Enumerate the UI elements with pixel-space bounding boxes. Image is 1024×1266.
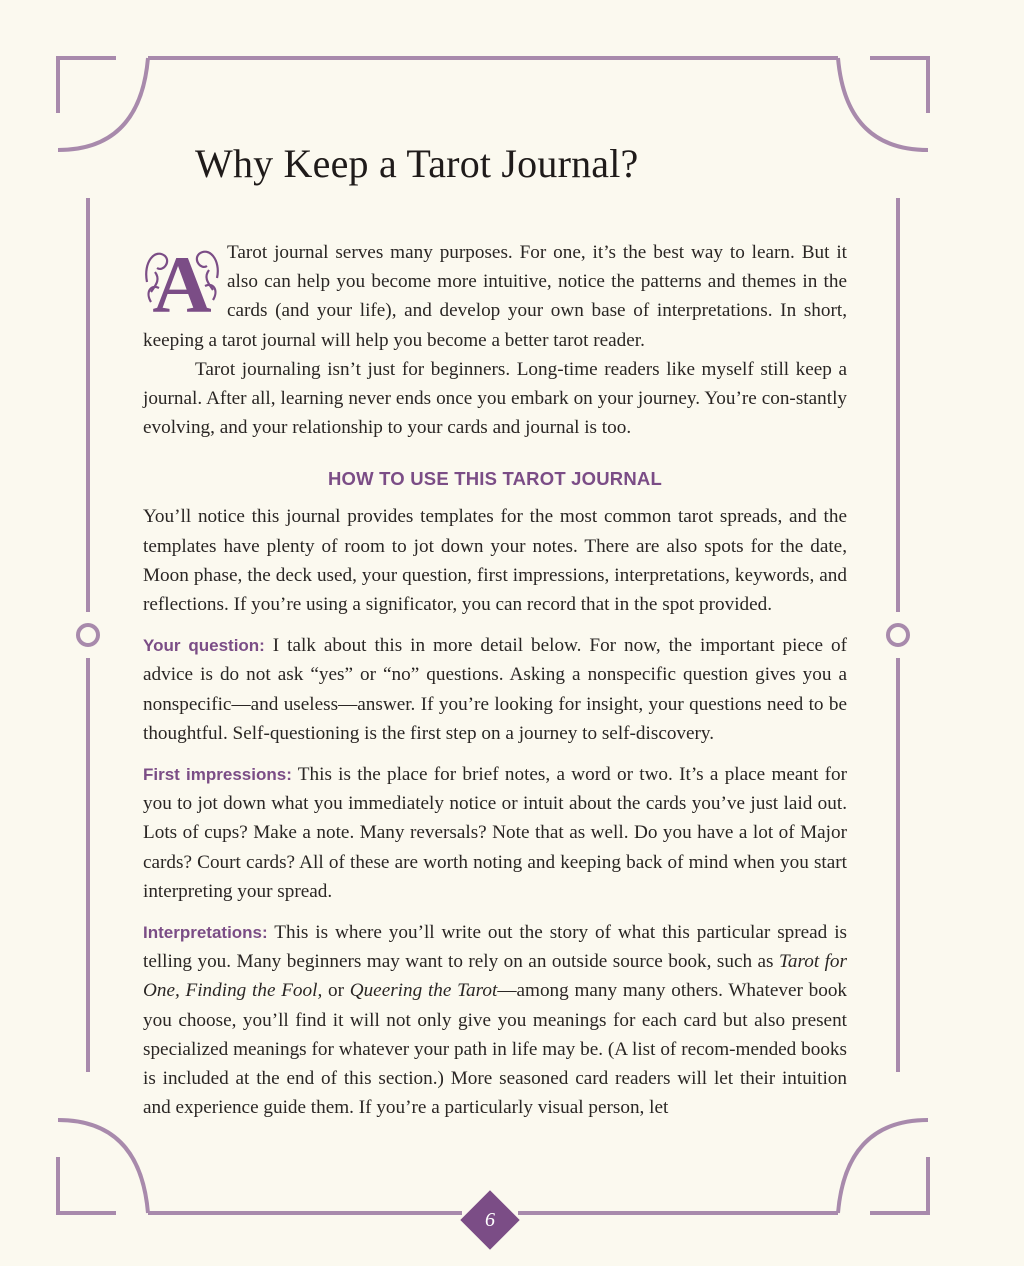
first-impressions-label: First impressions: [143, 765, 292, 785]
page-content [143, 140, 847, 1122]
book-title-2: Queering the Tarot [349, 980, 498, 1002]
section-paragraph-1: You’ll notice this journal provides templates for the most common tarot spreads, and the templates have plenty of room to jot down your notes. There are also spots for the date, Moon phase, the deck used, your question, first impressions, interpretations, keywords, and reflections. If you’re using a significator, you can record that in the spot provided. [143, 506, 847, 616]
page-number: 6 [485, 1208, 495, 1231]
page-title: Why Keep a Tarot Journal? [195, 141, 639, 186]
interpretations-text-a: This is where you’ll write out the story of what this particular spread is telling you. Many beginners may want to rely on an outside source book, such as [143, 922, 847, 973]
first-impressions-text: This is the place for brief notes, a word or two. It’s a place meant for you to jot down what you immediately notice or intuit about the cards you’ve just laid out. Lots of cups? Make a note. Many reversals? Note that as well. Do you have a lot of Major cards? Court cards? All of these are worth noting and keeping back of mind when you start interpreting your spread. [143, 764, 847, 902]
interpretations-text-c: —among many many others. Whatever book you choose, you’ll find it will not only give you meanings for each card but also present specialized meanings for whatever your path in life may be. (A list of recom-mended books is included at the end of this section.) More seasoned card readers will let their intuition and experience guide them. If you’re a particularly visual person, let [143, 980, 848, 1119]
your-question-paragraph [143, 631, 847, 748]
ornamental-dropcap [143, 242, 221, 316]
section-heading: HOW TO USE THIS TAROT JOURNAL [327, 468, 662, 490]
interpretations-paragraph [143, 918, 847, 1122]
interpretations-label: Interpretations: [143, 923, 268, 943]
intro-paragraph-2: Tarot journaling isn’t just for beginners. Long-time readers like myself still keep a journal. After all, learning never ends once you embark on your journey. You’re con-stantly evolving, and your relationship to your cards and journal is too. [143, 358, 847, 439]
book-title-1: Tarot for One, Finding the Fool, [143, 951, 847, 1002]
intro-paragraph-1-text: Tarot journal serves many purposes. For one, it’s the best way to learn. But it also can help you become more intuitive, notice the patterns and themes in the cards (and your life), and develop your own base of interpretations. In short, keeping a tarot journal will help you become a better tarot reader. [143, 242, 847, 351]
your-question-label: Your question: [143, 636, 265, 656]
interpretations-text-b: or [322, 980, 350, 1002]
intro-paragraph-1 [143, 238, 847, 355]
your-question-text: I talk about this in more detail below. For now, the important piece of advice is do not ask “yes” or “no” questions. Asking a nonspecific question gives you a nonspecific—and useless—answer. If you’re looking for insight, your questions need to be thoughtful. Self-questioning is the first step on a journey to self-discovery. [143, 635, 847, 744]
dropcap-letter: A [152, 242, 212, 316]
first-impressions-paragraph [143, 760, 847, 906]
